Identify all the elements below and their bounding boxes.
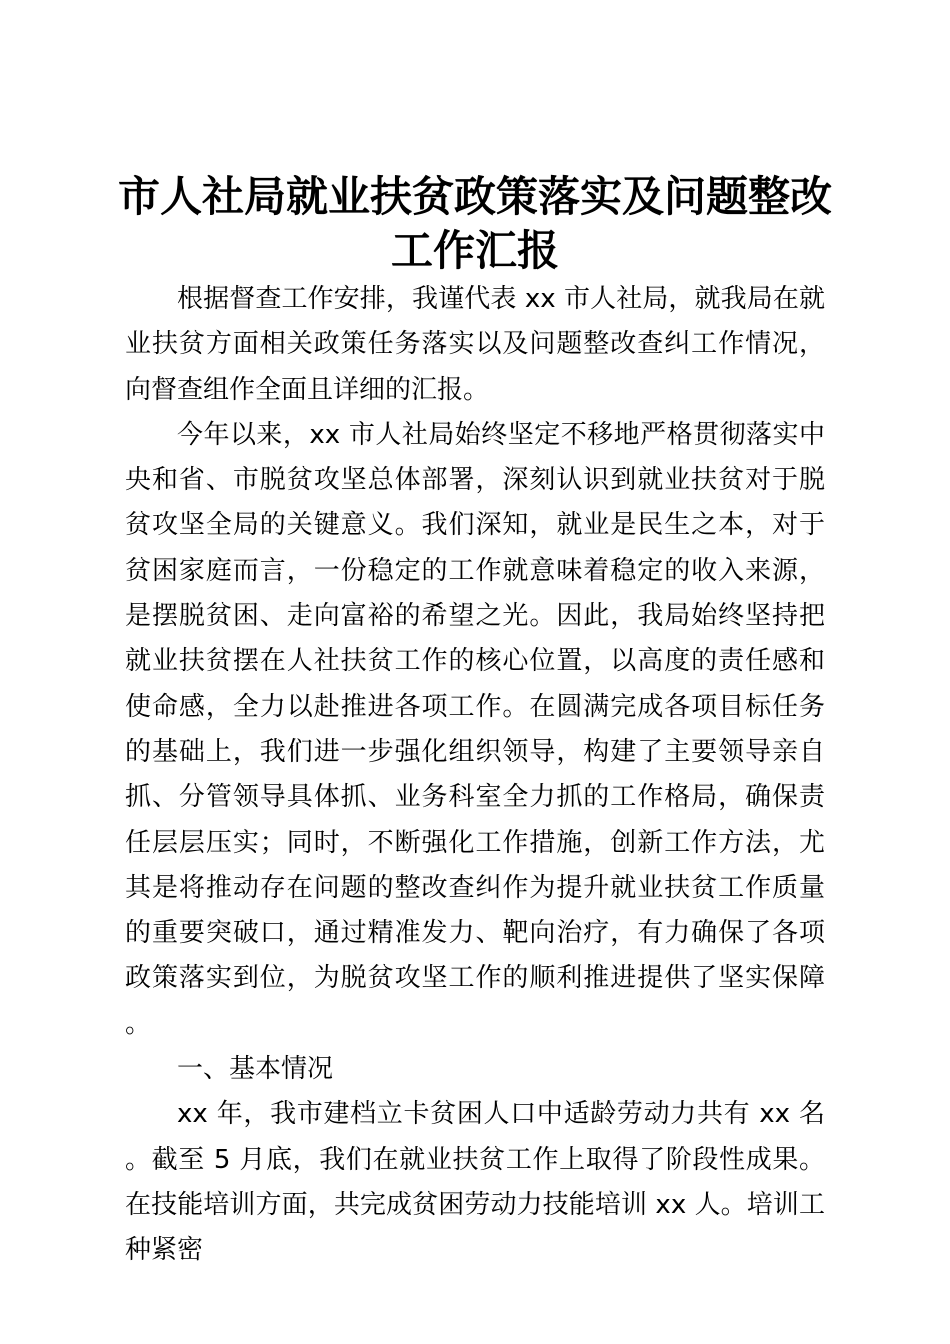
intro-paragraph: 根据督查工作安排，我谨代表 xx 市人社局，就我局在就业扶贫方面相关政策任务落实以及问题整改查纠工作情况，向督查组作全面且详细的汇报。 [125,284,825,405]
document-title-line-1: 市人社局就业扶贫政策落实及问题整改 [117,172,832,221]
overview-paragraph: 今年以来，xx 市人社局始终坚定不移地严格贯彻落实中央和省、市脱贫攻坚总体部署，深刻认识到就业扶贫对于脱贫攻坚全局的关键意义。我们深知，就业是民生之本，对于贫困家庭而言，一份稳定的工作就意味着稳定的收入来源，是摆脱贫困、走向富裕的希望之光。因此，我局始终坚持把就业扶贫摆在人社扶贫工作的核心位置，以高度的责任感和使命感，全力以赴推进各项工作。在圆满完成各项目标任务的基础上，我们进一步强化组织领导，构建了主要领导亲自抓、分管领导具体抓、业务科室全力抓的工作格局，确保责任层层压实；同时，不断强化工作措施，创新工作方法，尤其是将推动存在问题的整改查纠作为提升就业扶贫工作质量的重要突破口，通过精准发力、靶向治疗，有力确保了各项政策落实到位，为脱贫攻坚工作的顺利推进提供了坚实保障。 [125,419,825,1039]
section-heading-basic-situation: 一、基本情况 [177,1054,334,1085]
document-title-line-2: 工作汇报 [390,226,559,275]
document-body [125,277,825,1274]
basic-situation-paragraph: xx 年，我市建档立卡贫困人口中适龄劳动力共有 xx 名。截至 5 月底，我们在就业扶贫工作上取得了阶段性成果。在技能培训方面，共完成贫困劳动力技能培训 xx 人。培训工种紧密 [125,1099,825,1266]
